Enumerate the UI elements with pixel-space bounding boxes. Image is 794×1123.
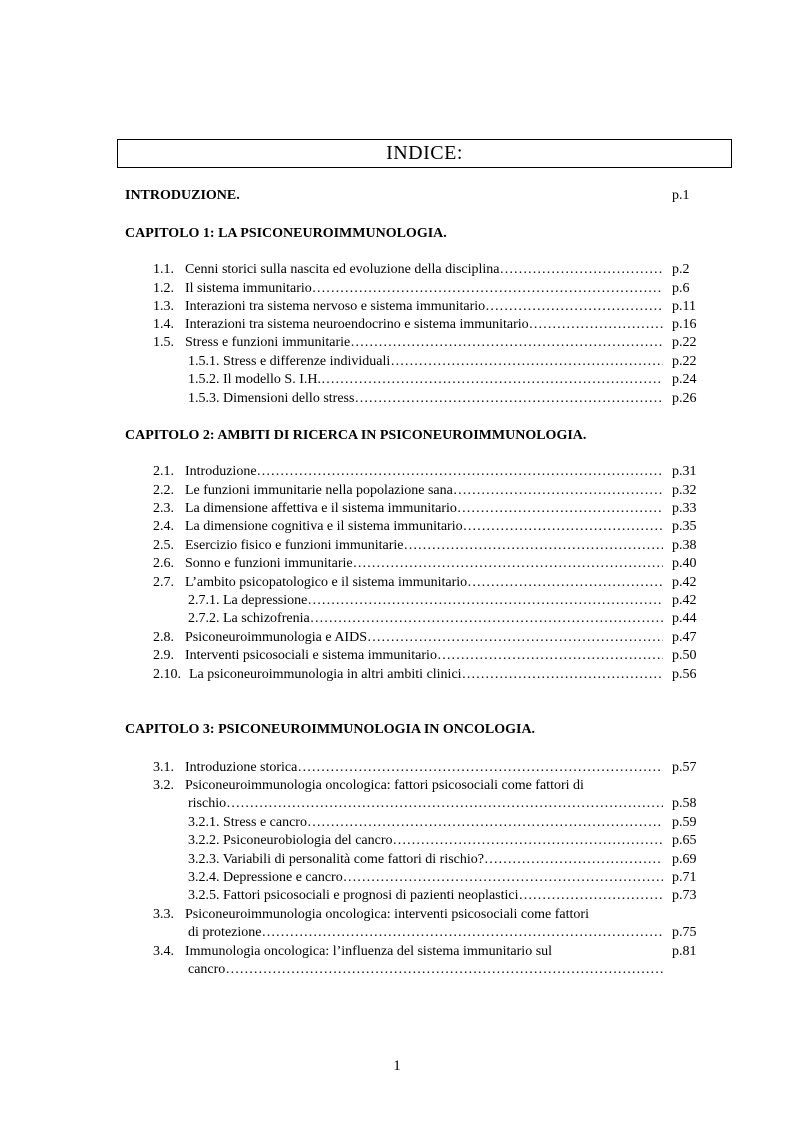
toc-entry (0, 556, 794, 574)
entry-page: p.59 (672, 815, 697, 830)
entry-text: 3.2.5. Fattori psicosociali e prognosi di pazienti neoplastici (188, 888, 519, 903)
toc-entry (0, 907, 794, 925)
entry-number: 2.2. (153, 483, 174, 498)
chapter-2-heading: CAPITOLO 2: AMBITI DI RICERCA IN PSICONEUROIMMUNOLOGIA. (125, 428, 587, 443)
entry-text: Psiconeuroimmunologia oncologica: fattori psicosociali come fattori di (185, 778, 584, 793)
entry-text: 3.2.1. Stress e cancro (188, 815, 307, 830)
entry-text: Introduzione storica (185, 760, 298, 775)
entry-number: 1.5. (153, 335, 174, 350)
entry-page: p.42 (672, 575, 697, 590)
entry-text: Interazioni tra sistema nervoso e sistema immunitario (185, 299, 486, 314)
toc-subentry (0, 391, 794, 409)
introduction-heading: INTRODUZIONE. (125, 188, 240, 203)
toc-subentry (0, 833, 794, 851)
index-title: INDICE: (386, 142, 463, 164)
entry-text: 3.2.2. Psiconeurobiologia del cancro (188, 833, 393, 848)
entry-page: p.81 (672, 944, 697, 959)
entry-page: p.32 (672, 483, 697, 498)
toc-entry-continuation (0, 925, 794, 943)
toc-entry (0, 667, 794, 685)
entry-text: Psiconeuroimmunologia oncologica: interventi psicosociali come fattori (185, 907, 589, 922)
toc-entry (0, 501, 794, 519)
entry-page: p.35 (672, 519, 697, 534)
entry-number: 2.4. (153, 519, 174, 534)
entry-page: p.40 (672, 556, 697, 571)
toc-subentry (0, 870, 794, 888)
index-title-box (117, 139, 732, 168)
page-number: 1 (393, 1058, 401, 1074)
entry-text: Le funzioni immunitarie nella popolazione sana (185, 483, 453, 498)
toc-entry (0, 648, 794, 666)
entry-text: rischio (188, 796, 227, 811)
toc-entry (0, 519, 794, 537)
toc-subentry (0, 888, 794, 906)
entry-number: 2.3. (153, 501, 174, 516)
entry-text: cancro (188, 962, 226, 977)
entry-page: p.2 (672, 262, 690, 277)
entry-number: 2.1. (153, 464, 174, 479)
toc-entry (0, 778, 794, 796)
entry-text: L’ambito psicopatologico e il sistema immunitario (185, 575, 468, 590)
toc-entry (0, 335, 794, 353)
entry-page: p.33 (672, 501, 697, 516)
chapter-3-heading: CAPITOLO 3: PSICONEUROIMMUNOLOGIA IN ONCOLOGIA. (125, 722, 536, 737)
entry-number: 2.6. (153, 556, 174, 571)
entry-page: p.22 (672, 354, 697, 369)
entry-text: La psiconeuroimmunologia in altri ambiti clinici (189, 667, 462, 682)
toc-entry (0, 299, 794, 317)
entry-number: 1.3. (153, 299, 174, 314)
chapter-1-heading: CAPITOLO 1: LA PSICONEUROIMMUNOLOGIA. (125, 226, 447, 241)
entry-number: 3.1. (153, 760, 174, 775)
toc-entry (0, 630, 794, 648)
entry-text: Esercizio fisico e funzioni immunitarie (185, 538, 404, 553)
entry-text: Stress e funzioni immunitarie (185, 335, 351, 350)
entry-text: La dimensione cognitiva e il sistema immunitario (185, 519, 463, 534)
entry-page: p.73 (672, 888, 697, 903)
toc-subentry (0, 611, 794, 629)
entry-page: p.26 (672, 391, 697, 406)
entry-text: Sonno e funzioni immunitarie (185, 556, 353, 571)
entry-page: p.31 (672, 464, 697, 479)
toc-entry-continuation (0, 962, 794, 980)
entry-page: p.47 (672, 630, 697, 645)
toc-entry (0, 483, 794, 501)
entry-page: p.75 (672, 925, 697, 940)
toc-entry (0, 317, 794, 335)
toc-entry (0, 281, 794, 299)
toc-entry (0, 538, 794, 556)
entry-number: 1.2. (153, 281, 174, 296)
entry-text: La dimensione affettiva e il sistema immunitario (185, 501, 457, 516)
entry-page: p.71 (672, 870, 697, 885)
entry-text: Interazioni tra sistema neuroendocrino e sistema immunitario (185, 317, 529, 332)
entry-page: p.42 (672, 593, 697, 608)
entry-page: p.44 (672, 611, 697, 626)
entry-text: 2.7.2. La schizofrenia (188, 611, 310, 626)
introduction-page: p.1 (672, 188, 690, 203)
toc-entry (0, 262, 794, 280)
entry-page: p.58 (672, 796, 697, 811)
entry-number: 3.3. (153, 907, 174, 922)
entry-page: p.16 (672, 317, 697, 332)
entry-text: 3.2.4. Depressione e cancro (188, 870, 343, 885)
entry-text: 3.2.3. Variabili di personalità come fattori di rischio? (188, 852, 484, 867)
entry-page: p.6 (672, 281, 690, 296)
entry-text: 1.5.2. Il modello S. I.H. (188, 372, 321, 387)
entry-number: 2.9. (153, 648, 174, 663)
entry-page: p.22 (672, 335, 697, 350)
toc-subentry (0, 815, 794, 833)
toc-subentry (0, 593, 794, 611)
entry-number: 3.2. (153, 778, 174, 793)
entry-page: p.56 (672, 667, 697, 682)
toc-entry (0, 464, 794, 482)
entry-text: Introduzione (185, 464, 257, 479)
entry-text: 2.7.1. La depressione (188, 593, 308, 608)
entry-page: p.24 (672, 372, 697, 387)
entry-text: 1.5.3. Dimensioni dello stress (188, 391, 355, 406)
entry-page: p.50 (672, 648, 697, 663)
entry-number: 2.8. (153, 630, 174, 645)
entry-number: 1.1. (153, 262, 174, 277)
entry-page: p.11 (672, 299, 696, 314)
toc-entry-continuation (0, 796, 794, 814)
toc-entry (0, 944, 794, 962)
entry-number: 2.5. (153, 538, 174, 553)
toc-subentry (0, 852, 794, 870)
entry-text: Psiconeuroimmunologia e AIDS (185, 630, 367, 645)
toc-entry (0, 760, 794, 778)
entry-text: Interventi psicosociali e sistema immunitario (185, 648, 437, 663)
entry-number: 2.7. (153, 575, 174, 590)
entry-text: Immunologia oncologica: l’influenza del sistema immunitario sul (185, 944, 553, 959)
entry-text: Cenni storici sulla nascita ed evoluzione della disciplina (185, 262, 500, 277)
entry-text: di protezione (188, 925, 262, 940)
entry-number: 1.4. (153, 317, 174, 332)
toc-entry (0, 575, 794, 593)
entry-number: 3.4. (153, 944, 174, 959)
entry-page: p.38 (672, 538, 697, 553)
toc-subentry (0, 372, 794, 390)
entry-page: p.57 (672, 760, 697, 775)
entry-text: 1.5.1. Stress e differenze individuali (188, 354, 391, 369)
entry-page: p.65 (672, 833, 697, 848)
entry-page: p.69 (672, 852, 697, 867)
entry-number: 2.10. (153, 667, 181, 682)
entry-text: Il sistema immunitario (185, 281, 312, 296)
toc-subentry (0, 354, 794, 372)
